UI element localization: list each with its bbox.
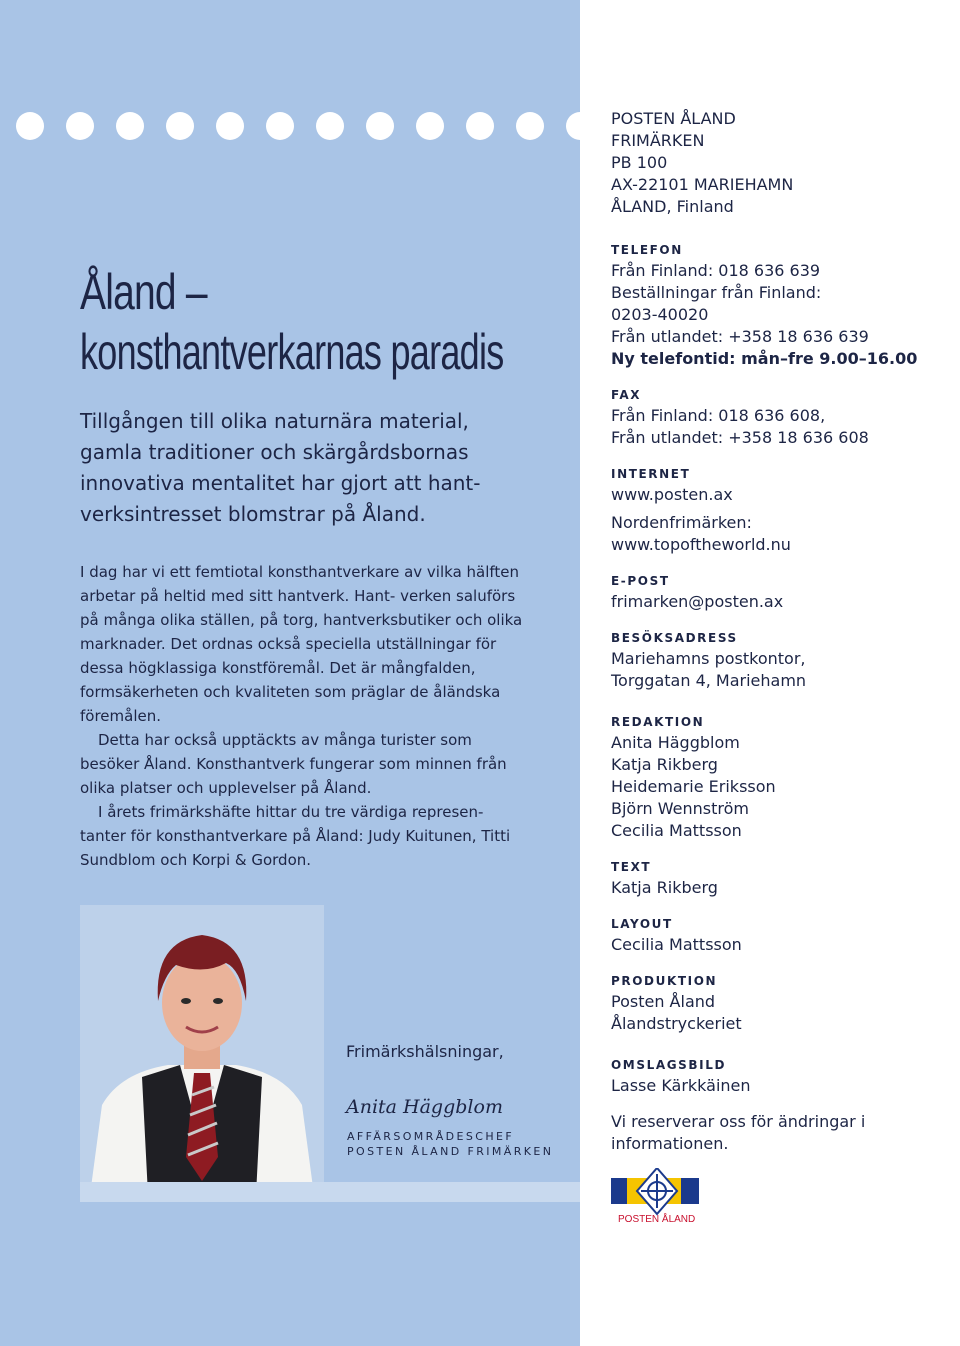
visit-line: Torggatan 4, Mariehamn — [611, 671, 807, 690]
portrait-photo — [80, 905, 324, 1195]
address-line: POSTEN ÅLAND — [611, 109, 736, 128]
editor-name: Anita Häggblom — [611, 733, 740, 752]
disclaimer-line: Vi reserverar oss för ändringar i — [611, 1112, 866, 1131]
signature-org: POSTEN ÅLAND FRIMÄRKEN — [347, 1145, 554, 1158]
body-text — [80, 560, 532, 872]
phone-line: Från Finland: 018 636 639 — [611, 261, 821, 280]
signature: Anita Häggblom — [346, 1096, 503, 1118]
disclaimer-line: informationen. — [611, 1134, 729, 1153]
section-layout — [611, 914, 941, 956]
section-heading: LAYOUT — [611, 917, 673, 931]
section-heading: REDAKTION — [611, 715, 705, 729]
phone-line: Beställningar från Finland: — [611, 283, 822, 302]
website-link[interactable]: www.posten.ax — [611, 485, 733, 504]
address-line: AX-22101 MARIEHAMN — [611, 175, 794, 194]
section-epost — [611, 571, 941, 613]
section-heading: E-POST — [611, 574, 670, 588]
body-paragraph-2: Detta har också upptäckts av många turister som besöker Åland. Konsthantverk fungerar som minnen från olika platser och upplevelser på Åland. — [80, 731, 507, 797]
section-heading: PRODUKTION — [611, 974, 718, 988]
section-internet — [611, 464, 941, 556]
section-redaktion — [611, 712, 941, 842]
postal-address — [611, 108, 941, 218]
section-heading: BESÖKSADRESS — [611, 631, 738, 645]
editor-name: Björn Wennström — [611, 799, 749, 818]
credit-name: Cecilia Mattsson — [611, 935, 742, 954]
section-heading: TELEFON — [611, 243, 683, 257]
section-besoksadress — [611, 628, 941, 692]
phone-line: Från utlandet: +358 18 636 639 — [611, 327, 869, 346]
signature-role: AFFÄRSOMRÅDESCHEF — [347, 1130, 515, 1143]
address-line: ÅLAND, Finland — [611, 197, 734, 216]
section-heading: OMSLAGSBILD — [611, 1058, 727, 1072]
body-paragraph-1: I dag har vi ett femtiotal konsthantverkare av vilka hälften arbetar på heltid med sitt hantverk. Hant- verken saluförs på många olika ställen, på torg, hantverksbutiker och olika marknader. Det ordnas också speciella utställningar för dessa högklassiga konstföremål. Det är mångfalden, formsäkerheten och kvaliteten som präglar de åländska föremålen. — [80, 563, 523, 725]
title-line-1: Åland – — [80, 264, 207, 320]
stamp-perforation — [16, 112, 596, 142]
section-fax — [611, 385, 941, 449]
phone-hours: Ny telefontid: mån–fre 9.00–16.00 — [611, 349, 918, 368]
title-line-2: konsthantverkarnas paradis — [80, 324, 504, 380]
credit-name: Lasse Kärkkäinen — [611, 1076, 751, 1095]
section-text — [611, 857, 941, 899]
address-line: FRIMÄRKEN — [611, 131, 705, 150]
section-telefon — [611, 240, 941, 370]
body-paragraph-3: I årets frimärkshäfte hittar du tre värdiga represen- tanter för konsthantverkare på Åland: Judy Kuitunen, Titti Sundblom och Korpi & Gordon. — [80, 803, 511, 869]
website-link[interactable]: www.topoftheworld.nu — [611, 535, 791, 554]
section-omslagsbild — [611, 1055, 941, 1097]
credit-name: Katja Rikberg — [611, 878, 718, 897]
logo-text: POSTEN ÅLAND — [618, 1214, 696, 1225]
website-label: Nordenfrimärken: — [611, 513, 752, 532]
page-title — [80, 262, 668, 382]
section-heading: FAX — [611, 388, 642, 402]
disclaimer — [611, 1111, 941, 1155]
lead-paragraph: Tillgången till olika naturnära material, gamla traditioner och skärgårdsbornas innovativa mentalitet har gjort att hant- verksintresset blomstrar på Åland. — [80, 409, 481, 526]
photo-strip — [80, 1182, 580, 1202]
address-line: PB 100 — [611, 153, 668, 172]
editor-name: Cecilia Mattsson — [611, 821, 742, 840]
fax-line: Från utlandet: +358 18 636 608 — [611, 428, 869, 447]
credit-name: Posten Åland — [611, 992, 716, 1011]
email-link[interactable]: frimarken@posten.ax — [611, 592, 784, 611]
visit-line: Mariehamns postkontor, — [611, 649, 806, 668]
section-produktion — [611, 971, 941, 1035]
section-heading: TEXT — [611, 860, 652, 874]
phone-line: 0203-40020 — [611, 305, 709, 324]
greeting-salutation: Frimärkshälsningar, — [346, 1042, 504, 1061]
editor-name: Katja Rikberg — [611, 755, 718, 774]
fax-line: Från Finland: 018 636 608, — [611, 406, 826, 425]
credit-name: Ålandstryckeriet — [611, 1014, 742, 1033]
editor-name: Heidemarie Eriksson — [611, 777, 776, 796]
contact-column — [611, 108, 941, 1155]
section-heading: INTERNET — [611, 467, 691, 481]
